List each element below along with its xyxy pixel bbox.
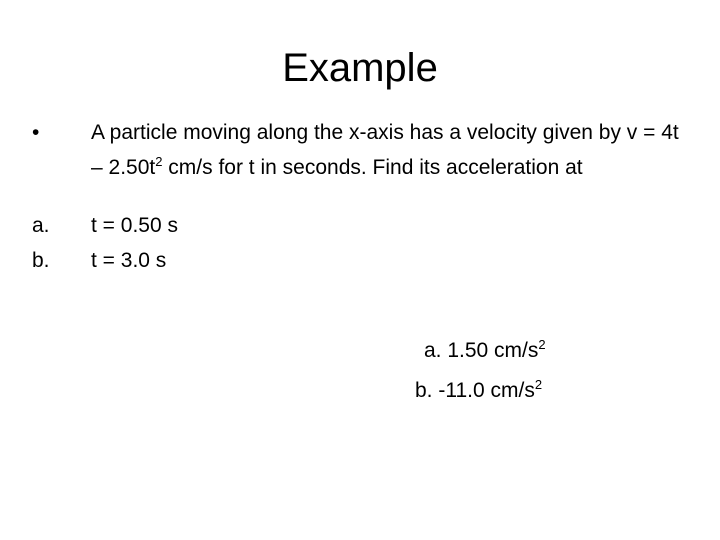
slide-title: Example — [282, 46, 438, 90]
item-b-marker: b. — [32, 249, 50, 272]
problem-text-part-1: A particle moving along the x-axis has a velocity given by v = 4t – 2.50t — [91, 121, 679, 179]
item-a-text: t = 0.50 s — [91, 214, 178, 237]
bullet-marker: • — [32, 121, 40, 144]
answer-a-exponent: 2 — [538, 337, 546, 352]
exponent: 2 — [155, 154, 163, 169]
problem-text-part-2: cm/s for t in seconds. Find its acceleration at — [162, 156, 583, 179]
item-b-text: t = 3.0 s — [91, 249, 167, 272]
answer-b-text: b. -11.0 cm/s — [415, 379, 535, 402]
item-a-marker: a. — [32, 214, 50, 237]
answer-b-exponent: 2 — [534, 377, 543, 392]
problem-statement — [91, 118, 681, 182]
answer-b — [415, 370, 542, 405]
answer-a — [424, 330, 546, 365]
answer-a-text: a. 1.50 cm/s — [424, 339, 539, 362]
